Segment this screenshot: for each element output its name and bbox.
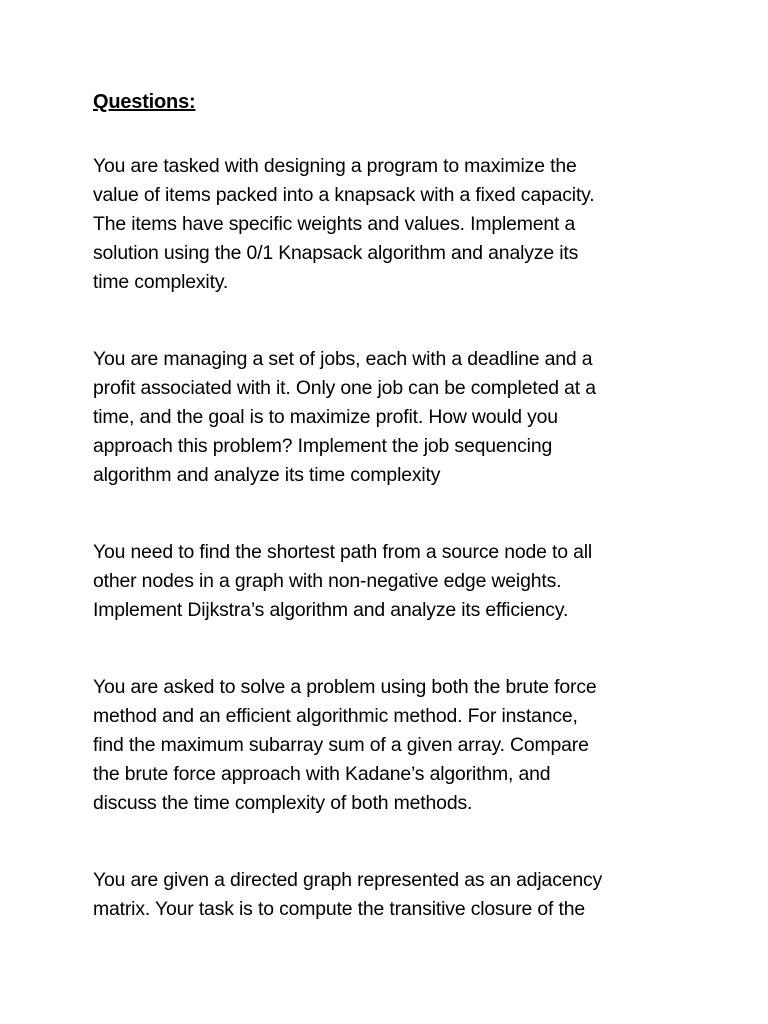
- questions-heading: Questions:: [93, 91, 196, 113]
- question-line: approach this problem? Implement the job sequencing: [93, 435, 553, 457]
- question-line: The items have specific weights and values. Implement a: [93, 213, 576, 235]
- question-line: algorithm and analyze its time complexity: [93, 464, 441, 486]
- question-line: Implement Dijkstra’s algorithm and analyze its efficiency.: [93, 599, 569, 621]
- question-line: matrix. Your task is to compute the transitive closure of the: [93, 898, 586, 920]
- question-line: You need to find the shortest path from a source node to all: [93, 541, 593, 563]
- question-line: other nodes in a graph with non-negative edge weights.: [93, 570, 562, 592]
- question-line: find the maximum subarray sum of a given array. Compare: [93, 734, 589, 756]
- question-line: method and an efficient algorithmic method. For instance,: [93, 705, 578, 727]
- question-knapsack: [93, 152, 673, 297]
- question-line: value of items packed into a knapsack with a fixed capacity.: [93, 184, 595, 206]
- question-line: the brute force approach with Kadane’s algorithm, and: [93, 763, 551, 785]
- question-line: time, and the goal is to maximize profit. How would you: [93, 406, 558, 428]
- question-line: solution using the 0/1 Knapsack algorithm and analyze its: [93, 242, 579, 264]
- question-line: You are given a directed graph represented as an adjacency: [93, 869, 603, 891]
- question-max-subarray: [93, 673, 673, 818]
- question-dijkstra: [93, 538, 673, 625]
- question-line: You are asked to solve a problem using both the brute force: [93, 676, 597, 698]
- document-page: [93, 88, 673, 972]
- question-job-sequencing: [93, 345, 673, 490]
- question-line: profit associated with it. Only one job can be completed at a: [93, 377, 596, 399]
- question-line: discuss the time complexity of both methods.: [93, 792, 473, 814]
- question-line: You are tasked with designing a program to maximize the: [93, 155, 577, 177]
- question-transitive-closure: [93, 866, 673, 924]
- question-line: time complexity.: [93, 271, 229, 293]
- question-line: You are managing a set of jobs, each with a deadline and a: [93, 348, 593, 370]
